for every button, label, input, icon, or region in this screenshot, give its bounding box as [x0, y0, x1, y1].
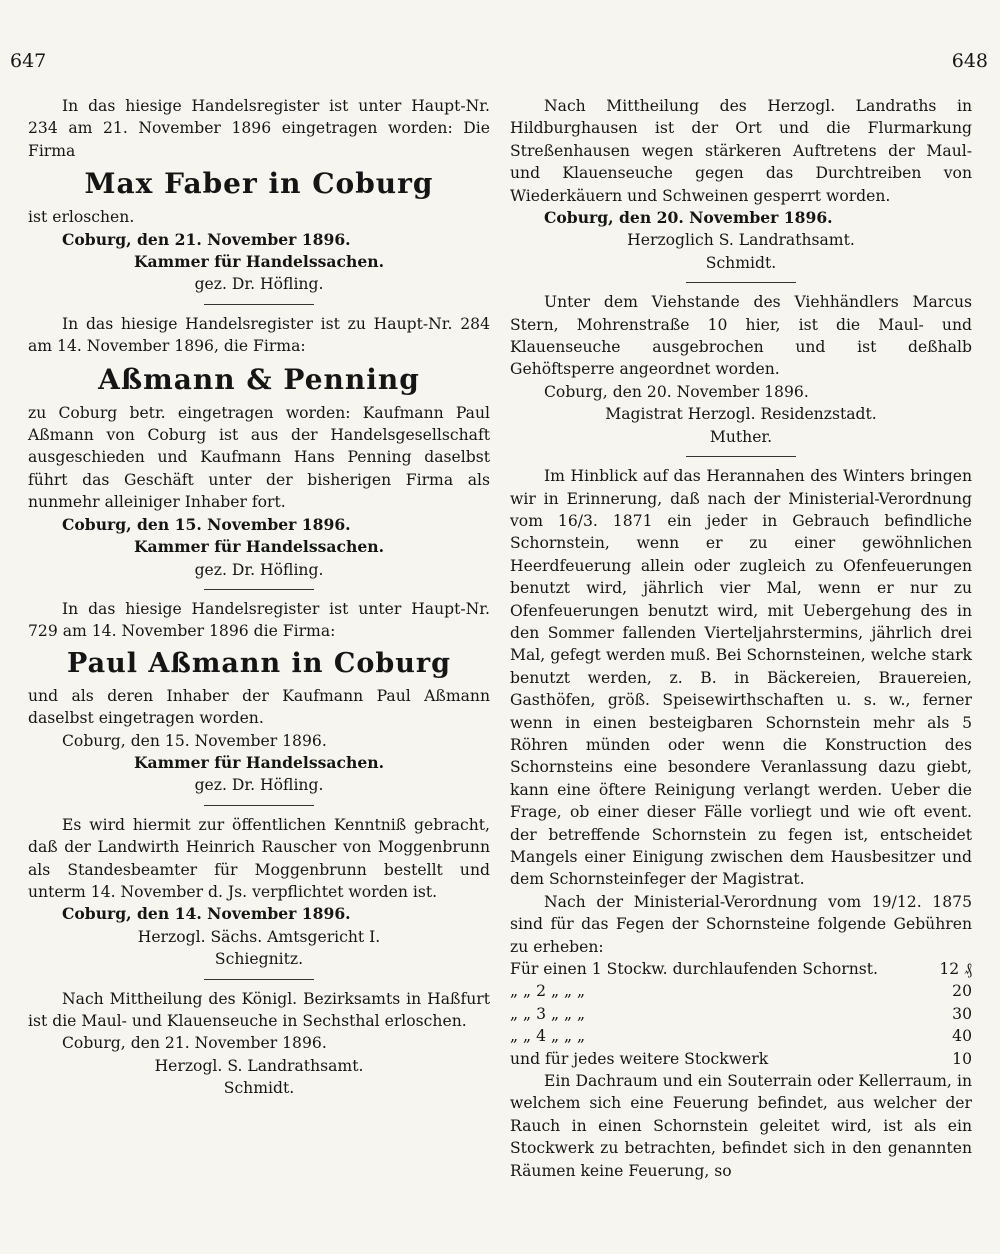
notice-signature-name: Muther.: [709, 427, 773, 446]
notice-date: Coburg, den 15. November 1896.: [62, 731, 327, 750]
notice-signature-office: Magistrat Herzogl. Residenzstadt.: [605, 405, 877, 424]
page-number-right: 648: [951, 50, 988, 72]
notice-body: Nach der Ministerial-Verordnung vom 19/12. 1875 sind für das Fegen der Schornsteine folgende Gebühren zu erheben:: [510, 892, 972, 956]
notice-marcus-stern: [510, 291, 972, 448]
page-number-left: 647: [10, 50, 47, 72]
notice-standesbeamter: [28, 814, 490, 971]
divider: [204, 304, 314, 305]
divider: [686, 282, 796, 283]
fee-row: [510, 1003, 972, 1025]
notice-intro: In das hiesige Handelsregister ist unter Haupt-Nr. 729 am 14. November 1896 die Firma:: [28, 599, 490, 641]
fee-row: [510, 980, 972, 1002]
fee-row: [510, 958, 972, 980]
fee-row: [510, 1025, 972, 1047]
notice-stressenhausen: [510, 95, 972, 274]
notice-body: und als deren Inhaber der Kaufmann Paul Aßmann daselbst eingetragen worden.: [28, 686, 490, 728]
notice-date: Coburg, den 20. November 1896.: [544, 208, 833, 228]
notice-paul-assmann: [28, 598, 490, 797]
notice-signature-name: Schiegnitz.: [214, 950, 304, 969]
fee-label: „ „ 3 „ „ „: [510, 1004, 586, 1023]
fee-label: und für jedes weitere Stockwerk: [510, 1049, 769, 1068]
left-column: [28, 95, 490, 1102]
notice-signature-name: Schmidt.: [705, 253, 777, 272]
fee-value: 30: [952, 1004, 972, 1023]
notice-body: Im Hinblick auf das Herannahen des Winters bringen wir in Erinnerung, daß nach der Ministerial-Verordnung vom 16/3. 1871 ein jeder in Gebrauch befindliche Schornstein, wenn er zu einer gewöhnlichen Heerdfeuerung allein oder zugleich zu Ofenfeuerungen benutzt wird, jährlich vier Mal, wenn er nur zu Ofenfeuerungen benutzt wird, mit Uebergehung des in den Sommer fallenden Vierteljahrstermins, jährlich drei Mal, gefegt werden muß. Bei Schornsteinen, welche stark benutzt werden, z. B. in Bäckereien, Brauereien, Gasthöfen, größ. Speisewirthschaften u. s. w., ferner wenn in einen besteigbaren Schornstein mehr als 5 Röhren münden oder wenn die Konstruction des Schornsteins eine besondere Veranlassung dazu giebt, kann eine öftere Reinigung verlangt werden. Ueber die Frage, ob einer dieser Fälle vorliegt und wie oft event. der betreffende Schornstein zu fegen ist, entscheidet Mangels einer Einigung zwischen dem Hausbesitzer und dem Schornsteinfeger der Magistrat.: [510, 467, 972, 889]
right-column: [510, 95, 972, 1184]
notice-body: Nach Mittheilung des Königl. Bezirksamts in Haßfurt ist die Maul- und Klauenseuche in Sechsthal erloschen.: [28, 989, 490, 1030]
fee-value: 40: [952, 1027, 972, 1046]
notice-body: Nach Mittheilung des Herzogl. Landraths in Hildburghausen ist der Ort und die Flurmarkung Streßenhausen wegen stärkeren Auftretens der Maul- und Klauenseuche gegen das Durchtreiben von Wiederkäuern und Schweinen gesperrt worden.: [510, 97, 972, 205]
notice-max-faber: [28, 95, 490, 296]
notice-date: Coburg, den 21. November 1896.: [62, 229, 351, 249]
divider: [204, 589, 314, 590]
fee-value: 10: [952, 1049, 972, 1068]
fee-label: „ „ 4 „ „ „: [510, 1027, 586, 1046]
notice-body: Ein Dachraum und ein Souterrain oder Kellerraum, in welchem sich eine Feuerung befindet, aus welcher der Rauch in einen Schornstein geleitet wird, ist als ein Stockwerk zu betrachten, befindet sich in den genannten Räumen keine Feuerung, so: [510, 1072, 972, 1180]
divider: [686, 456, 796, 457]
notice-body: Unter dem Viehstande des Viehhändlers Marcus Stern, Mohrenstraße 10 hier, ist die Maul- und Klauenseuche ausgebrochen und ist deßhalb Gehöftsperre angeordnet worden.: [510, 293, 972, 379]
notice-body: Es wird hiermit zur öffentlichen Kenntniß gebracht, daß der Landwirth Heinrich Rauscher von Moggenbrunn als Standesbeamter für Moggenbrunn bestellt und unterm 14. November d. Js. verpflichtet worden ist.: [28, 815, 490, 901]
notice-seuche-sechsthal: [28, 988, 490, 1100]
firm-name: Max Faber in Coburg: [84, 167, 434, 201]
notice-assmann-penning: [28, 313, 490, 581]
notice-signature-name: gez. Dr. Höfling.: [194, 560, 324, 579]
fee-label: Für einen 1 Stockw. durchlaufenden Schornst.: [510, 960, 878, 979]
fee-value: 20: [952, 982, 972, 1001]
notice-signature-office: Herzogl. S. Landrathsamt.: [154, 1056, 364, 1075]
fee-value: 12 ₰: [939, 960, 972, 979]
notice-schornsteine: [510, 465, 972, 1182]
notice-status: ist erloschen.: [28, 208, 135, 227]
divider: [204, 805, 314, 806]
divider: [204, 979, 314, 980]
firm-name: Paul Aßmann in Coburg: [67, 647, 451, 679]
notice-signature-office: Kammer für Handelssachen.: [133, 252, 385, 272]
notice-signature-office: Kammer für Handelssachen.: [133, 537, 385, 557]
notice-date: Coburg, den 14. November 1896.: [62, 904, 351, 924]
notice-signature-office: Herzoglich S. Landrathsamt.: [627, 231, 855, 250]
fee-row: [510, 1048, 972, 1070]
notice-signature-name: Schmidt.: [223, 1079, 295, 1098]
notice-signature-office: Herzogl. Sächs. Amtsgericht I.: [137, 927, 381, 946]
notice-date: Coburg, den 15. November 1896.: [62, 514, 351, 534]
notice-signature-office: Kammer für Handelssachen.: [133, 752, 385, 772]
notice-intro: In das hiesige Handelsregister ist unter Haupt-Nr. 234 am 21. November 1896 eingetragen worden: Die Firma: [28, 97, 490, 160]
fee-list: [510, 958, 972, 1070]
notice-body: zu Coburg betr. eingetragen worden: Kaufmann Paul Aßmann von Coburg ist aus der Handelsgesellschaft ausgeschieden und Kaufmann Hans Penning daselbst führt das Geschäft unter der bisherigen Firma als nunmehr alleiniger Inhaber fort.: [28, 403, 490, 512]
fee-label: „ „ 2 „ „ „: [510, 982, 586, 1001]
notice-date: Coburg, den 20. November 1896.: [544, 382, 809, 401]
notice-date: Coburg, den 21. November 1896.: [62, 1034, 327, 1053]
notice-signature-name: gez. Dr. Höfling.: [194, 275, 324, 294]
notice-intro: In das hiesige Handelsregister ist zu Haupt-Nr. 284 am 14. November 1896, die Firma:: [28, 314, 490, 356]
notice-signature-name: gez. Dr. Höfling.: [194, 776, 324, 795]
firm-name: Aßmann & Penning: [98, 362, 420, 396]
